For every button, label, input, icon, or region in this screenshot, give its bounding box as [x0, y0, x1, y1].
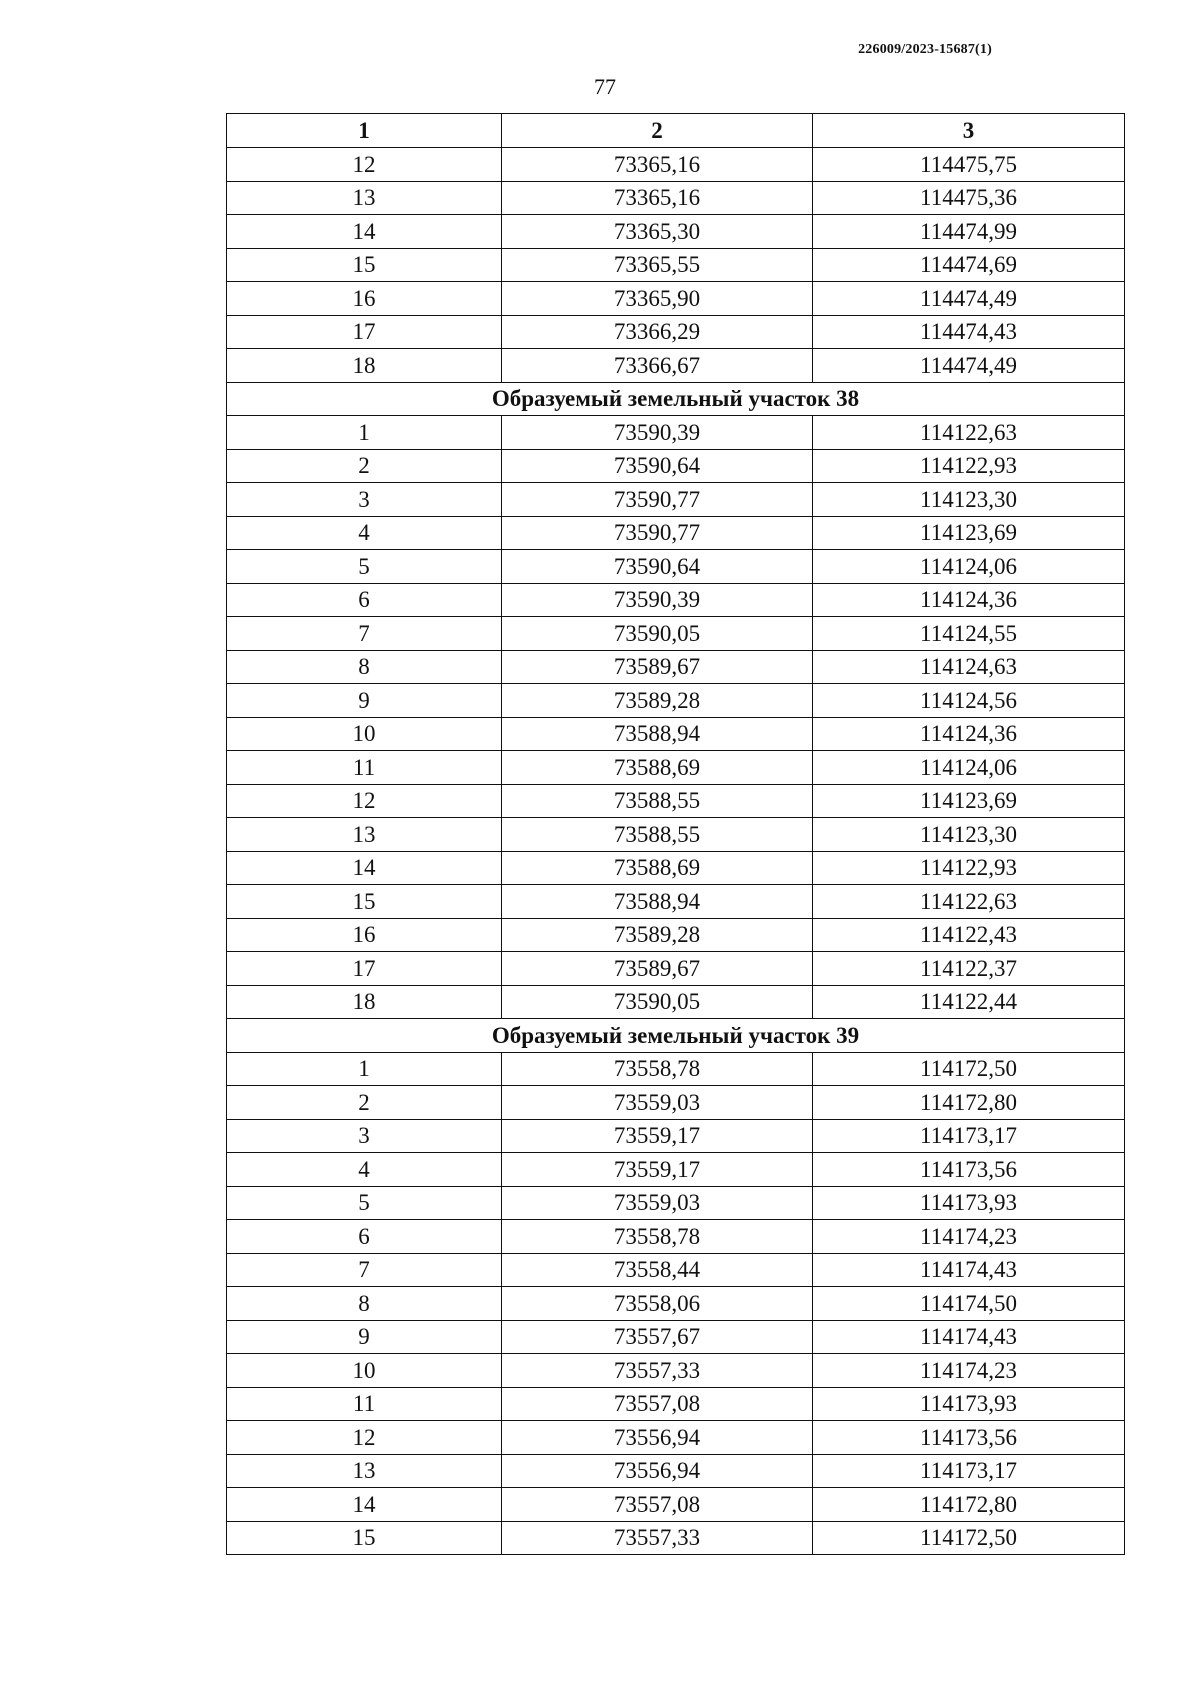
x-coordinate-cell: 73590,05 [502, 985, 813, 1019]
y-coordinate-cell: 114174,43 [813, 1320, 1125, 1354]
point-number-cell: 2 [227, 449, 502, 483]
x-coordinate-cell: 73365,16 [502, 148, 813, 182]
y-coordinate-cell: 114122,44 [813, 985, 1125, 1019]
section-row [227, 1019, 1125, 1053]
x-coordinate-cell: 73558,06 [502, 1287, 813, 1321]
x-coordinate-cell: 73589,67 [502, 952, 813, 986]
x-coordinate-cell: 73590,05 [502, 617, 813, 651]
y-coordinate-cell: 114474,99 [813, 215, 1125, 249]
point-number-cell: 5 [227, 550, 502, 584]
section-title: Образуемый земельный участок 39 [227, 1019, 1125, 1053]
point-number-cell: 6 [227, 583, 502, 617]
y-coordinate-cell: 114122,93 [813, 449, 1125, 483]
table-row [227, 784, 1125, 818]
table-row [227, 1287, 1125, 1321]
table-row [227, 416, 1125, 450]
coordinates-table [226, 113, 1125, 1555]
table-row [227, 617, 1125, 651]
y-coordinate-cell: 114124,06 [813, 751, 1125, 785]
y-coordinate-cell: 114173,93 [813, 1186, 1125, 1220]
table-row [227, 684, 1125, 718]
table-body [227, 148, 1125, 1555]
x-coordinate-cell: 73590,39 [502, 416, 813, 450]
table-row [227, 717, 1125, 751]
table-row [227, 1488, 1125, 1522]
point-number-cell: 15 [227, 1521, 502, 1555]
point-number-cell: 11 [227, 751, 502, 785]
point-number-cell: 10 [227, 1354, 502, 1388]
section-title: Образуемый земельный участок 38 [227, 382, 1125, 416]
document-id: 226009/2023-15687(1) [858, 42, 992, 57]
table-row [227, 349, 1125, 383]
table-row [227, 148, 1125, 182]
table-row [227, 650, 1125, 684]
point-number-cell: 4 [227, 1153, 502, 1187]
point-number-cell: 12 [227, 148, 502, 182]
y-coordinate-cell: 114123,30 [813, 483, 1125, 517]
x-coordinate-cell: 73556,94 [502, 1454, 813, 1488]
point-number-cell: 12 [227, 784, 502, 818]
y-coordinate-cell: 114474,43 [813, 315, 1125, 349]
point-number-cell: 17 [227, 315, 502, 349]
table-row [227, 918, 1125, 952]
table-header-row [227, 114, 1125, 148]
x-coordinate-cell: 73559,03 [502, 1186, 813, 1220]
table-row [227, 483, 1125, 517]
point-number-cell: 3 [227, 483, 502, 517]
table-row [227, 1354, 1125, 1388]
point-number-cell: 17 [227, 952, 502, 986]
point-number-cell: 18 [227, 349, 502, 383]
table-row [227, 985, 1125, 1019]
point-number-cell: 15 [227, 248, 502, 282]
table-row [227, 181, 1125, 215]
x-coordinate-cell: 73365,30 [502, 215, 813, 249]
point-number-cell: 10 [227, 717, 502, 751]
x-coordinate-cell: 73558,78 [502, 1220, 813, 1254]
y-coordinate-cell: 114122,93 [813, 851, 1125, 885]
table-row [227, 550, 1125, 584]
point-number-cell: 15 [227, 885, 502, 919]
x-coordinate-cell: 73556,94 [502, 1421, 813, 1455]
x-coordinate-cell: 73557,67 [502, 1320, 813, 1354]
x-coordinate-cell: 73588,69 [502, 751, 813, 785]
table-row [227, 248, 1125, 282]
y-coordinate-cell: 114173,93 [813, 1387, 1125, 1421]
table-row [227, 1253, 1125, 1287]
x-coordinate-cell: 73590,64 [502, 449, 813, 483]
y-coordinate-cell: 114172,50 [813, 1521, 1125, 1555]
y-coordinate-cell: 114122,63 [813, 885, 1125, 919]
table-row [227, 1186, 1125, 1220]
x-coordinate-cell: 73557,33 [502, 1354, 813, 1388]
y-coordinate-cell: 114173,17 [813, 1119, 1125, 1153]
y-coordinate-cell: 114124,06 [813, 550, 1125, 584]
x-coordinate-cell: 73590,77 [502, 483, 813, 517]
x-coordinate-cell: 73590,77 [502, 516, 813, 550]
x-coordinate-cell: 73558,44 [502, 1253, 813, 1287]
point-number-cell: 8 [227, 1287, 502, 1321]
x-coordinate-cell: 73559,17 [502, 1119, 813, 1153]
section-row [227, 382, 1125, 416]
y-coordinate-cell: 114124,56 [813, 684, 1125, 718]
table-row [227, 1387, 1125, 1421]
point-number-cell: 13 [227, 1454, 502, 1488]
table-row [227, 851, 1125, 885]
page-number: 77 [594, 74, 616, 99]
column-header-3: 3 [813, 114, 1125, 148]
y-coordinate-cell: 114123,69 [813, 784, 1125, 818]
x-coordinate-cell: 73589,67 [502, 650, 813, 684]
point-number-cell: 7 [227, 617, 502, 651]
table-row [227, 1153, 1125, 1187]
point-number-cell: 9 [227, 684, 502, 718]
y-coordinate-cell: 114122,63 [813, 416, 1125, 450]
y-coordinate-cell: 114173,56 [813, 1153, 1125, 1187]
x-coordinate-cell: 73557,08 [502, 1488, 813, 1522]
point-number-cell: 4 [227, 516, 502, 550]
point-number-cell: 13 [227, 181, 502, 215]
y-coordinate-cell: 114124,63 [813, 650, 1125, 684]
y-coordinate-cell: 114173,56 [813, 1421, 1125, 1455]
x-coordinate-cell: 73590,39 [502, 583, 813, 617]
y-coordinate-cell: 114475,36 [813, 181, 1125, 215]
table-row [227, 1320, 1125, 1354]
point-number-cell: 16 [227, 918, 502, 952]
y-coordinate-cell: 114124,36 [813, 583, 1125, 617]
x-coordinate-cell: 73365,55 [502, 248, 813, 282]
y-coordinate-cell: 114122,43 [813, 918, 1125, 952]
point-number-cell: 12 [227, 1421, 502, 1455]
point-number-cell: 16 [227, 282, 502, 316]
table-row [227, 516, 1125, 550]
x-coordinate-cell: 73557,08 [502, 1387, 813, 1421]
x-coordinate-cell: 73589,28 [502, 918, 813, 952]
x-coordinate-cell: 73559,17 [502, 1153, 813, 1187]
x-coordinate-cell: 73588,94 [502, 717, 813, 751]
x-coordinate-cell: 73588,94 [502, 885, 813, 919]
y-coordinate-cell: 114172,80 [813, 1086, 1125, 1120]
y-coordinate-cell: 114174,23 [813, 1354, 1125, 1388]
point-number-cell: 7 [227, 1253, 502, 1287]
table-row [227, 315, 1125, 349]
y-coordinate-cell: 114475,75 [813, 148, 1125, 182]
point-number-cell: 13 [227, 818, 502, 852]
point-number-cell: 2 [227, 1086, 502, 1120]
table-row [227, 583, 1125, 617]
point-number-cell: 9 [227, 1320, 502, 1354]
point-number-cell: 1 [227, 416, 502, 450]
y-coordinate-cell: 114173,17 [813, 1454, 1125, 1488]
x-coordinate-cell: 73366,29 [502, 315, 813, 349]
table-row [227, 1454, 1125, 1488]
x-coordinate-cell: 73589,28 [502, 684, 813, 718]
y-coordinate-cell: 114174,50 [813, 1287, 1125, 1321]
x-coordinate-cell: 73366,67 [502, 349, 813, 383]
table-row [227, 1119, 1125, 1153]
table-row [227, 952, 1125, 986]
table-row [227, 449, 1125, 483]
point-number-cell: 14 [227, 1488, 502, 1522]
point-number-cell: 6 [227, 1220, 502, 1254]
column-header-2: 2 [502, 114, 813, 148]
y-coordinate-cell: 114123,69 [813, 516, 1125, 550]
point-number-cell: 14 [227, 851, 502, 885]
x-coordinate-cell: 73557,33 [502, 1521, 813, 1555]
y-coordinate-cell: 114123,30 [813, 818, 1125, 852]
y-coordinate-cell: 114122,37 [813, 952, 1125, 986]
table-row [227, 1521, 1125, 1555]
table-row [227, 282, 1125, 316]
y-coordinate-cell: 114174,23 [813, 1220, 1125, 1254]
table-row [227, 885, 1125, 919]
x-coordinate-cell: 73365,16 [502, 181, 813, 215]
x-coordinate-cell: 73588,55 [502, 818, 813, 852]
table-row [227, 1086, 1125, 1120]
table-row [227, 1421, 1125, 1455]
y-coordinate-cell: 114474,69 [813, 248, 1125, 282]
y-coordinate-cell: 114174,43 [813, 1253, 1125, 1287]
table-row [227, 1220, 1125, 1254]
x-coordinate-cell: 73588,55 [502, 784, 813, 818]
y-coordinate-cell: 114474,49 [813, 349, 1125, 383]
point-number-cell: 14 [227, 215, 502, 249]
x-coordinate-cell: 73588,69 [502, 851, 813, 885]
point-number-cell: 3 [227, 1119, 502, 1153]
table-row [227, 751, 1125, 785]
y-coordinate-cell: 114172,80 [813, 1488, 1125, 1522]
x-coordinate-cell: 73558,78 [502, 1052, 813, 1086]
table-row [227, 818, 1125, 852]
x-coordinate-cell: 73365,90 [502, 282, 813, 316]
point-number-cell: 8 [227, 650, 502, 684]
y-coordinate-cell: 114474,49 [813, 282, 1125, 316]
point-number-cell: 5 [227, 1186, 502, 1220]
x-coordinate-cell: 73590,64 [502, 550, 813, 584]
table-row [227, 215, 1125, 249]
point-number-cell: 1 [227, 1052, 502, 1086]
table-row [227, 1052, 1125, 1086]
y-coordinate-cell: 114124,36 [813, 717, 1125, 751]
column-header-1: 1 [227, 114, 502, 148]
point-number-cell: 11 [227, 1387, 502, 1421]
x-coordinate-cell: 73559,03 [502, 1086, 813, 1120]
point-number-cell: 18 [227, 985, 502, 1019]
y-coordinate-cell: 114124,55 [813, 617, 1125, 651]
y-coordinate-cell: 114172,50 [813, 1052, 1125, 1086]
